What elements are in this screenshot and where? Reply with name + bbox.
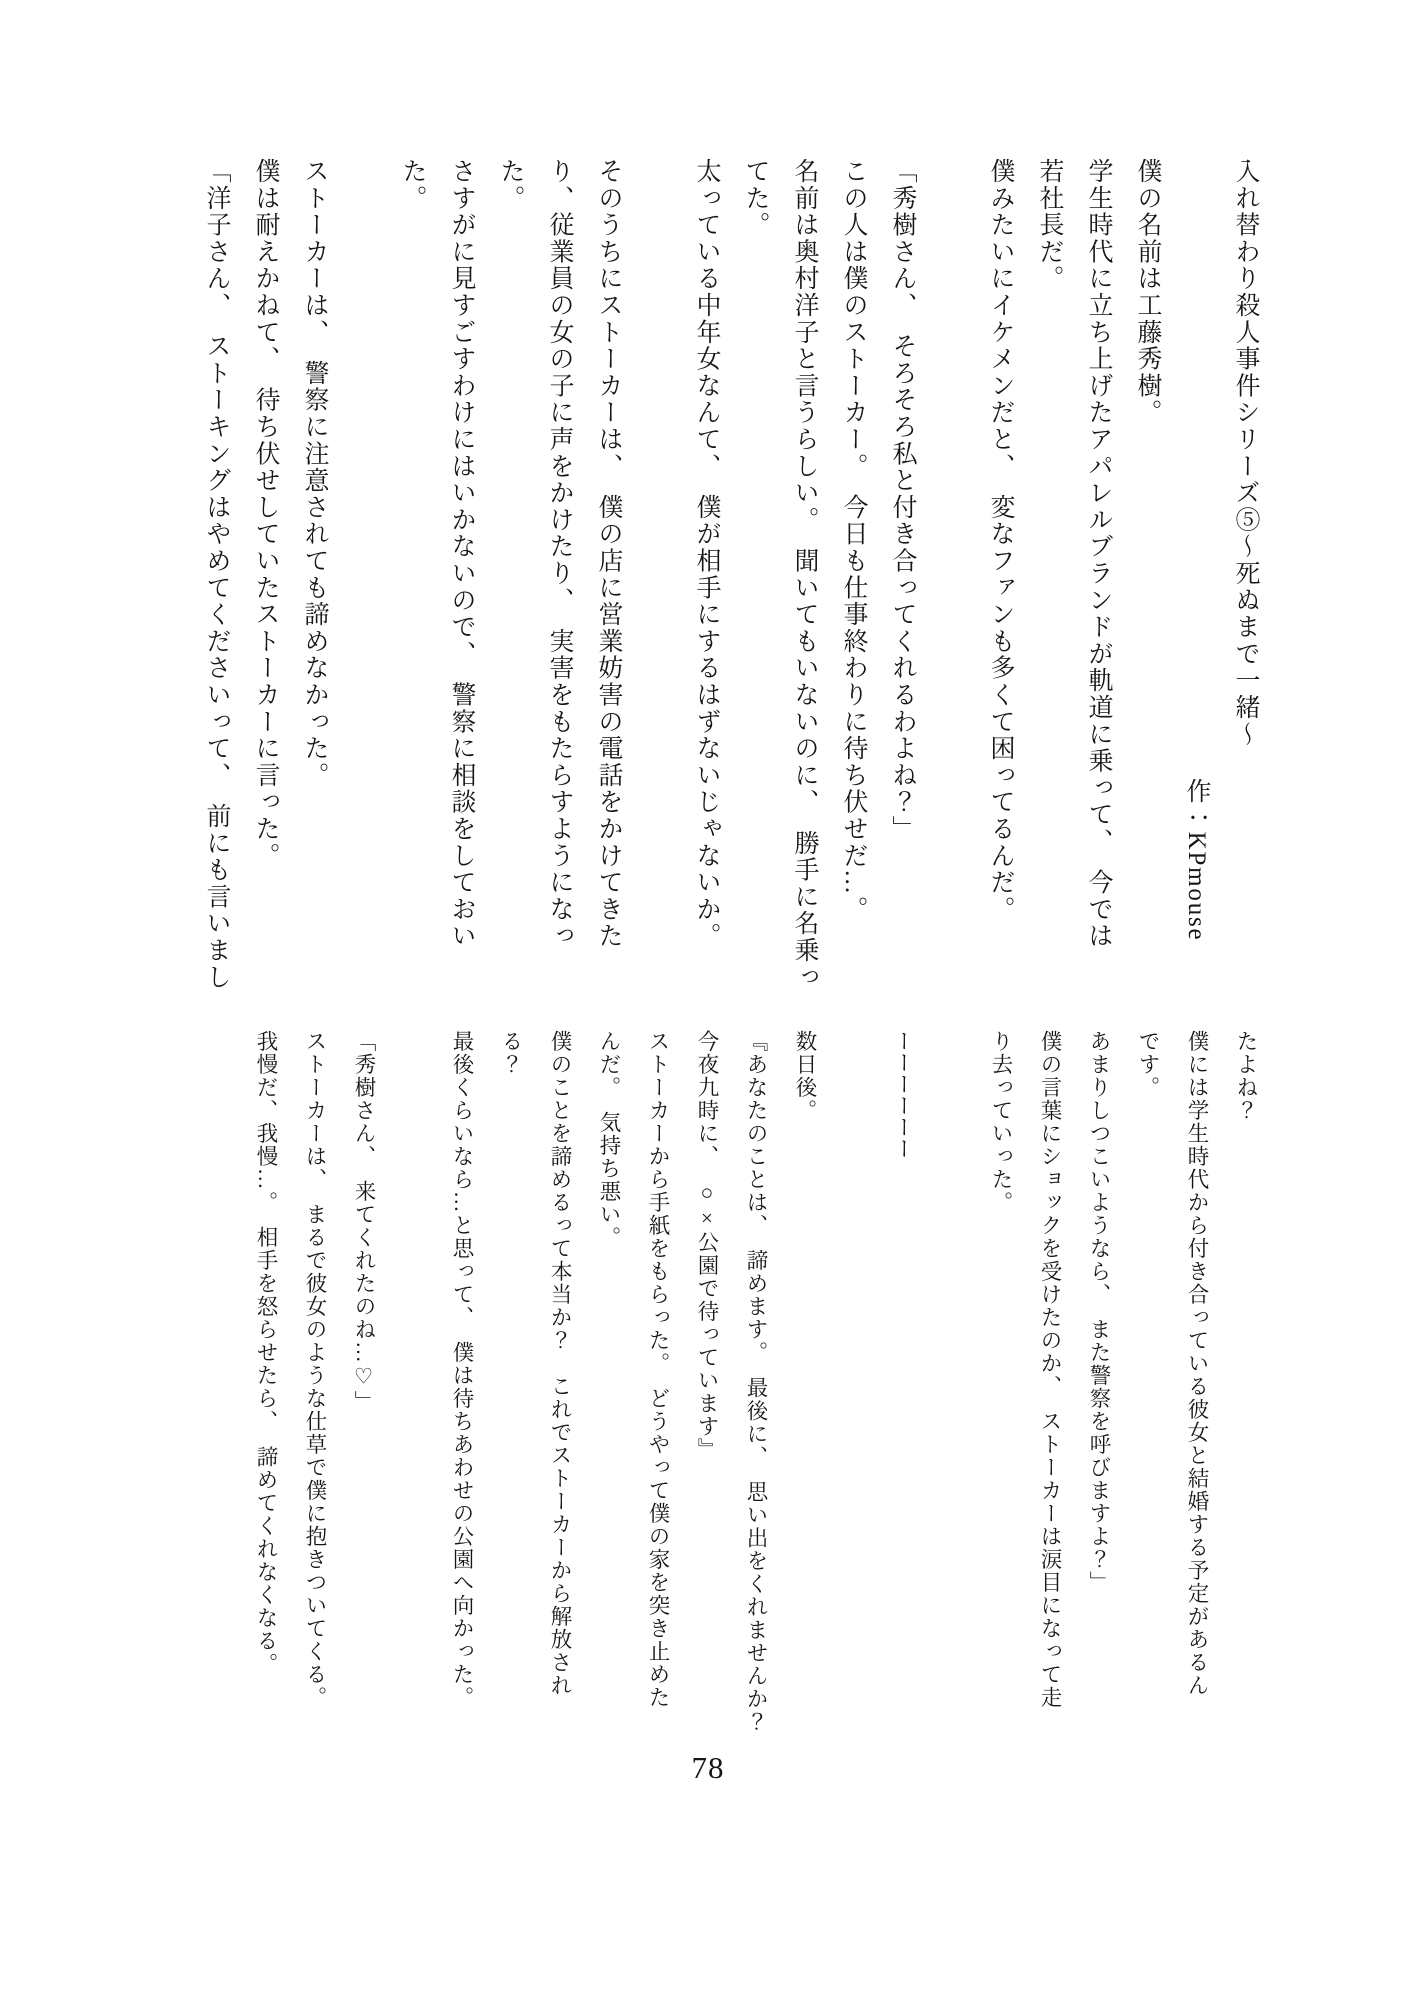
top-text-band bbox=[180, 158, 1270, 998]
text-column: た。 bbox=[399, 158, 426, 212]
text-column: 僕は耐えかねて、 待ち伏せしていたストーカーに言った。 bbox=[252, 158, 279, 870]
text-column: 僕の言葉にショックを受けたのか、 ストーカーは涙目になって走 bbox=[1038, 1030, 1062, 1710]
text-column: 僕のことを諦めるって本当か？ これでストーカーから解放され bbox=[548, 1030, 572, 1697]
column-gap bbox=[927, 158, 976, 998]
author-credit: 作：KPmouse bbox=[1183, 778, 1210, 942]
text-column: り、従業員の女の子に声をかけたり、 実害をもたらすようになっ bbox=[546, 158, 573, 950]
text-column: 数日後。 bbox=[793, 1030, 817, 1122]
text-column: 「秀樹さん、 来てくれたのね…♡」 bbox=[352, 1030, 376, 1414]
text-column: 「秀樹さん、 そろそろ私と付き合ってくれるわよね？」 bbox=[889, 158, 916, 843]
text-column: そのうちにストーカーは、 僕の店に営業妨害の電話をかけてきた bbox=[595, 158, 622, 950]
text-column: たよね？ bbox=[1234, 1030, 1258, 1122]
text-column: です。 bbox=[1136, 1030, 1160, 1099]
bottom-text-band bbox=[180, 1030, 1270, 1746]
text-column: 学生時代に立ち上げたアパレルブランドが軌道に乗って、 今では bbox=[1085, 158, 1112, 950]
column-gap bbox=[829, 1030, 878, 1746]
text-column: 「洋子さん、 ストーキングはやめてくださいって、 前にも言いまし bbox=[203, 158, 230, 991]
text-column: 太っている中年女なんて、 僕が相手にするはずないじゃないか。 bbox=[693, 158, 720, 950]
text-column: 僕には学生時代から付き合っている彼女と結婚する予定があるん bbox=[1185, 1030, 1209, 1697]
text-column: 僕の名前は工藤秀樹。 bbox=[1134, 158, 1161, 426]
story-title: 入れ替わり殺人事件シリーズ⑤〜死ぬまで一緒〜 bbox=[1232, 158, 1259, 748]
column-gap bbox=[927, 1030, 976, 1746]
text-column: ストーカーは、 まるで彼女のような仕草で僕に抱きついてくる。 bbox=[303, 1030, 327, 1710]
column-gap bbox=[339, 158, 388, 998]
text-column: 名前は奥村洋子と言うらしい。 聞いてもいないのに、 勝手に名乗っ bbox=[791, 158, 818, 991]
scene-break-divider: ーーーーーー bbox=[891, 1030, 915, 1159]
text-column: 『あなたのことは、 諦めます。 最後に、 思い出をくれませんか？ bbox=[744, 1030, 768, 1734]
column-gap bbox=[388, 1030, 437, 1746]
text-column: ストーカーから手紙をもらった。 どうやって僕の家を突き止めた bbox=[646, 1030, 670, 1710]
text-column: てた。 bbox=[742, 158, 769, 239]
text-column: 若社長だ。 bbox=[1036, 158, 1063, 292]
column-gap bbox=[633, 158, 682, 998]
page-number: 78 bbox=[691, 1750, 725, 1785]
text-column: あまりしつこいようなら、 また警察を呼びますよ？」 bbox=[1087, 1030, 1111, 1595]
text-column: さすがに見すごすわけにはいかないので、 警察に相談をしておい bbox=[448, 158, 475, 950]
text-column: 今夜九時に、 ○×公園で待っています』 bbox=[695, 1030, 719, 1462]
text-column: り去っていった。 bbox=[989, 1030, 1013, 1214]
text-column: 僕みたいにイケメンだと、 変なファンも多くて困ってるんだ。 bbox=[987, 158, 1014, 923]
text-column: 我慢だ、我慢…。 相手を怒らせたら、 諦めてくれなくなる。 bbox=[254, 1030, 278, 1676]
text-column: んだ。 気持ち悪い。 bbox=[597, 1030, 621, 1250]
text-column: 最後くらいなら…と思って、 僕は待ちあわせの公園へ向かった。 bbox=[450, 1030, 474, 1710]
text-column: この人は僕のストーカー。 今日も仕事終わりに待ち伏せだ…。 bbox=[840, 158, 867, 923]
text-column: た。 bbox=[497, 158, 524, 212]
text-column: る？ bbox=[499, 1030, 523, 1076]
text-column: ストーカーは、 警察に注意されても諦めなかった。 bbox=[301, 158, 328, 789]
